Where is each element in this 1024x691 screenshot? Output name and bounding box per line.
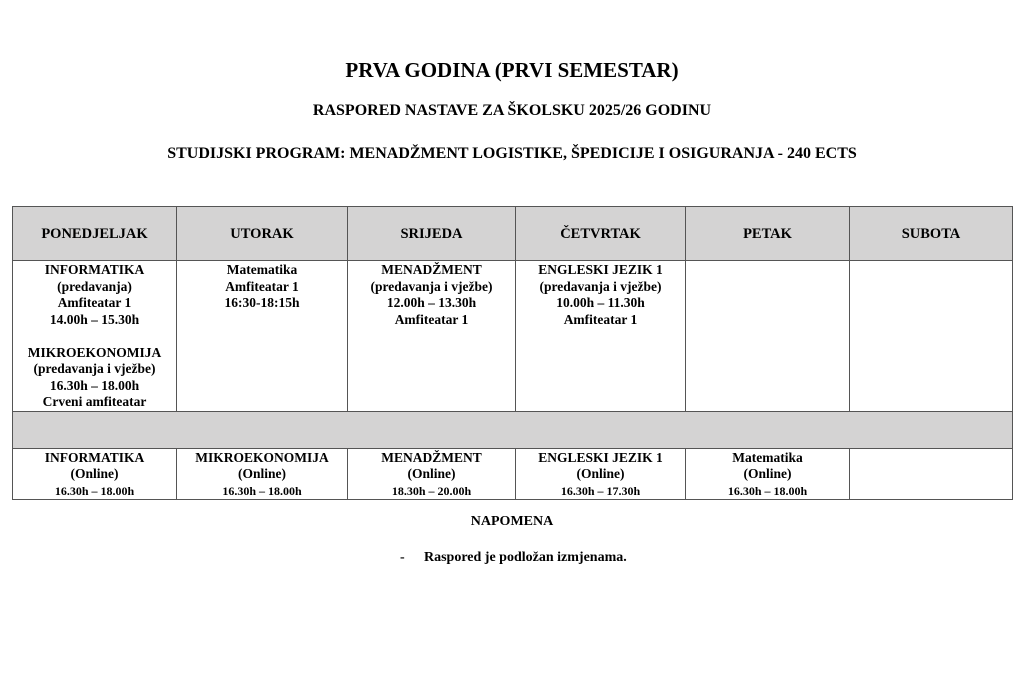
class-line: (Online) — [70, 466, 119, 481]
separator-cell — [13, 411, 1013, 448]
class-line: 16.30h – 18.00h — [54, 483, 135, 498]
class-line: Amfiteatar 1 — [394, 311, 469, 327]
day-header: SRIJEDA — [348, 207, 516, 261]
schedule-cell — [516, 261, 686, 412]
header-row — [13, 207, 1013, 261]
schedule-cell — [686, 261, 850, 412]
day-header: ČETVRTAK — [516, 207, 686, 261]
online-cell — [686, 448, 850, 500]
class-line: Amfiteatar 1 — [563, 311, 638, 327]
online-cell — [13, 448, 177, 500]
schedule-cell — [13, 261, 177, 412]
day-header: PETAK — [686, 207, 850, 261]
class-line: 16:30-18:15h — [224, 295, 300, 310]
class-line: 14.00h – 15.30h — [49, 311, 140, 327]
schedule-cell — [850, 261, 1013, 412]
online-cell — [850, 448, 1013, 500]
class-line: (Online) — [237, 466, 286, 481]
class-line: 16.30h – 18.00h — [727, 483, 808, 498]
page-title: PRVA GODINA (PRVI SEMESTAR) — [345, 58, 679, 82]
schedule-cell — [177, 261, 348, 412]
class-line: MENADŽMENT — [381, 262, 482, 277]
note-heading: NAPOMENA — [470, 514, 554, 529]
class-line: Matematika — [732, 449, 803, 465]
class-line: ENGLESKI JEZIK 1 — [538, 262, 663, 277]
program-subtitle: STUDIJSKI PROGRAM: MENADŽMENT LOGISTIKE, ŠPEDICIJE I OSIGURANJA - 240 ECTS — [167, 145, 857, 162]
schedule-subtitle: RASPORED NASTAVE ZA ŠKOLSKU 2025/26 GODINU — [312, 102, 712, 119]
class-line: Amfiteatar 1 — [225, 278, 299, 294]
class-line: (Online) — [407, 466, 456, 481]
class-line: 12.00h – 13.30h — [386, 295, 477, 310]
class-line: 16.30h – 18.00h — [222, 483, 302, 498]
day-header: SUBOTA — [850, 207, 1013, 261]
class-line: 16.30h – 18.00h — [49, 377, 140, 393]
class-line: Matematika — [226, 262, 298, 277]
online-cell — [516, 448, 686, 500]
separator-row — [13, 411, 1013, 448]
class-line: ENGLESKI JEZIK 1 — [538, 449, 663, 465]
class-line: MIKROEKONOMIJA — [195, 449, 329, 465]
note-text: Raspored je podložan izmjenama. — [424, 550, 627, 565]
class-line: MENADŽMENT — [381, 449, 482, 465]
class-line: INFORMATIKA — [44, 262, 145, 277]
online-cell — [348, 448, 516, 500]
class-line: (predavanja i vježbe) — [539, 278, 662, 294]
class-line: MIKROEKONOMIJA — [27, 344, 162, 360]
online-cell — [177, 448, 348, 500]
class-line: (predavanja i vježbe) — [370, 278, 493, 294]
note-bullet: - — [400, 550, 405, 565]
class-line: INFORMATIKA — [44, 449, 145, 465]
schedule-table — [12, 206, 1013, 500]
class-line: 10.00h – 11.30h — [556, 295, 645, 310]
class-line: (predavanja) — [57, 278, 132, 294]
class-line: Amfiteatar 1 — [57, 295, 132, 310]
class-line: 18.30h – 20.00h — [391, 483, 472, 498]
class-line: (Online) — [743, 466, 792, 481]
day-header: PONEDJELJAK — [13, 207, 177, 261]
table-row-online — [13, 448, 1013, 500]
spacer — [15, 328, 174, 345]
note-item — [400, 550, 627, 566]
class-line: (predavanja i vježbe) — [33, 361, 156, 376]
table-row — [13, 261, 1013, 412]
schedule-cell — [348, 261, 516, 412]
class-line: (Online) — [576, 466, 625, 481]
class-line: 16.30h – 17.30h — [560, 483, 641, 498]
day-header: UTORAK — [177, 207, 348, 261]
class-line: Crveni amfiteatar — [42, 394, 147, 409]
